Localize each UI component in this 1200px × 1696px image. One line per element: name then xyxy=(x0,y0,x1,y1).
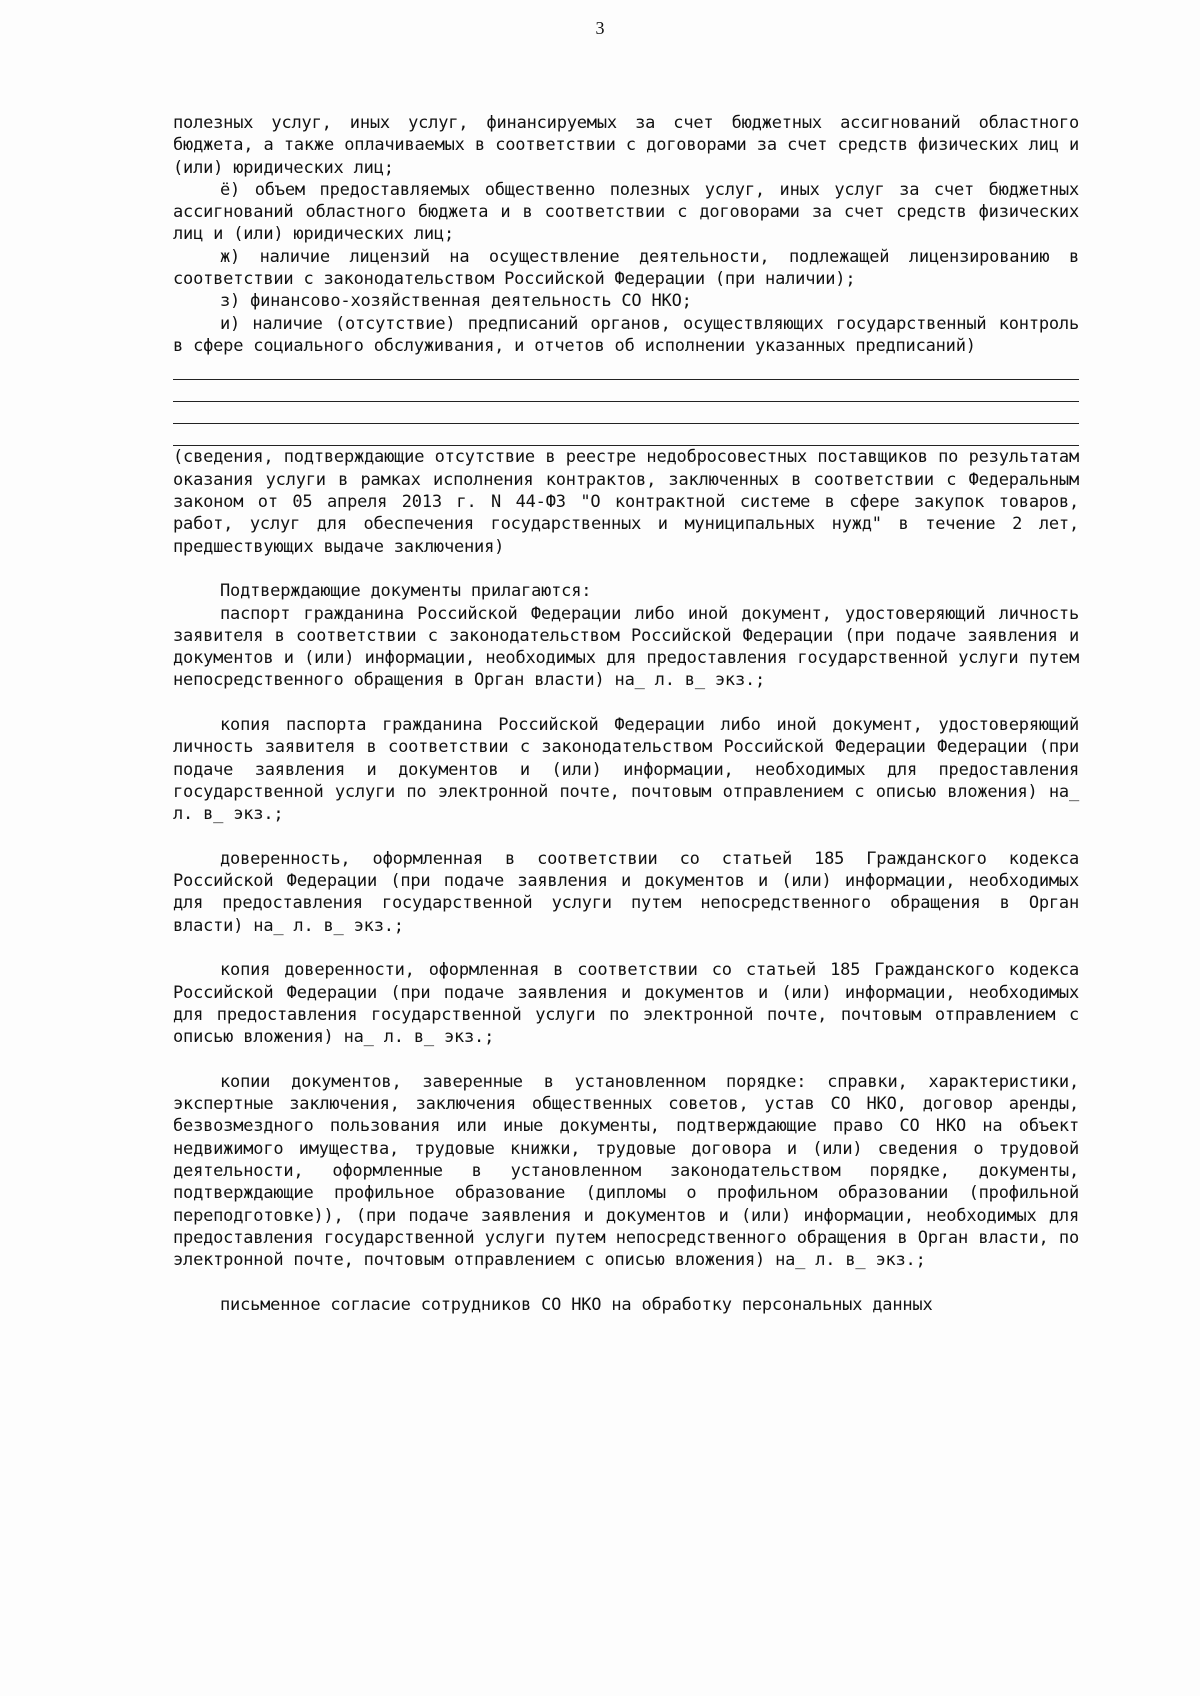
spacer xyxy=(173,1048,1079,1070)
paragraph-services-continuation: полезных услуг, иных услуг, финансируемых за счет бюджетных ассигнований областного бюджета, а также оплачиваемых в соответствии с договорами за счет средств физических лиц и (или) юридических лиц; xyxy=(173,113,1079,178)
fill-line xyxy=(173,357,1079,379)
documents-heading: Подтверждающие документы прилагаются: xyxy=(220,581,592,602)
spacer xyxy=(173,826,1079,848)
blank-fill-lines xyxy=(173,357,1079,446)
paragraph-registry-info: (сведения, подтверждающие отсутствие в реестре недобросовестных поставщиков по результатам оказания услуги в рамках исполнения контрактов, заключенных в соответствии с Федеральным законом от 05 апреля 2013 г. N 44-ФЗ "О контрактной системе в сфере закупок товаров, работ, услуг для обеспечения государственных и муниципальных нужд" в течение 2 лет, предшествующих выдаче заключения) xyxy=(173,447,1079,557)
spacer xyxy=(173,1271,1079,1293)
fill-line xyxy=(173,424,1079,446)
doc-item-power-of-attorney: доверенность, оформленная в соответствии со статьей 185 Гражданского кодекса Российской Федерации (при подаче заявления и документов и (или) информации, необходимых для предоставления государственной услуги путем непосредственного обращения в Орган власти) на_ л. в_ экз.; xyxy=(173,848,1079,936)
doc-item-certified-copies: копии документов, заверенные в установленном порядке: справки, характеристики, экспертные заключения, заключения общественных советов, устав СО НКО, договор аренды, безвозмездного пользования или иные документы, подтверждающие право СО НКО на объект недвижимого имущества, трудовые книжки, трудовые договора и (или) сведения о трудовой деятельности, оформленные в установленном законодательством порядке, документы, подтверждающие профильное образование (дипломы о профильном образовании (профильной переподготовке)), (при подаче заявления и документов и (или) информации, необходимых для предоставления государственной услуги путем непосредственного обращения в Орган власти, по электронной почте, почтовым отправлением с описью вложения) на_ л. в_ экз.; xyxy=(173,1071,1079,1271)
fill-line xyxy=(173,380,1079,402)
paragraph-item-z: з) финансово-хозяйственная деятельность СО НКО; xyxy=(220,291,692,312)
doc-item-personal-data-consent: письменное согласие сотрудников СО НКО на обработку персональных данных xyxy=(220,1294,933,1315)
spacer xyxy=(173,692,1079,714)
fill-line xyxy=(173,402,1079,424)
spacer xyxy=(173,937,1079,959)
page-number: 3 xyxy=(595,18,605,38)
paragraph-item-yo: ё) объем предоставляемых общественно полезных услуг, иных услуг за счет бюджетных ассигнований областного бюджета и в соответствии с договорами за счет средств физических лиц и (или) юридических лиц; xyxy=(173,179,1079,245)
document-body xyxy=(173,112,1079,1316)
paragraph-item-i: и) наличие (отсутствие) предписаний органов, осуществляющих государственный контроль в сфере социального обслуживания, и отчетов об исполнении указанных предписаний) xyxy=(173,313,1079,356)
doc-item-passport: паспорт гражданина Российской Федерации либо иной документ, удостоверяющий личность заявителя в соответствии с законодательством Российской Федерации (при подаче заявления и документов и (или) информации, необходимых для предоставления государственной услуги путем непосредственного обращения в Орган власти) на_ л. в_ экз.; xyxy=(173,603,1079,691)
doc-item-passport-copy: копия паспорта гражданина Российской Федерации либо иной документ, удостоверяющий личность заявителя в соответствии с законодательством Российской Федерации Федерации (при подаче заявления и документов и (или) информации, необходимых для предоставления государственной услуги по электронной почте, почтовым отправлением с описью вложения) на_ л. в_ экз.; xyxy=(173,715,1079,825)
doc-item-power-of-attorney-copy: копия доверенности, оформленная в соответствии со статьей 185 Гражданского кодекса Российской Федерации (при подаче заявления и документов и (или) информации, необходимых для предоставления государственной услуги по электронной почте, почтовым отправлением с описью вложения) на_ л. в_ экз.; xyxy=(173,960,1079,1048)
paragraph-item-zh: ж) наличие лицензий на осуществление деятельности, подлежащей лицензированию в соответствии с законодательством Российской Федерации (при наличии); xyxy=(173,246,1079,290)
spacer xyxy=(173,558,1079,580)
